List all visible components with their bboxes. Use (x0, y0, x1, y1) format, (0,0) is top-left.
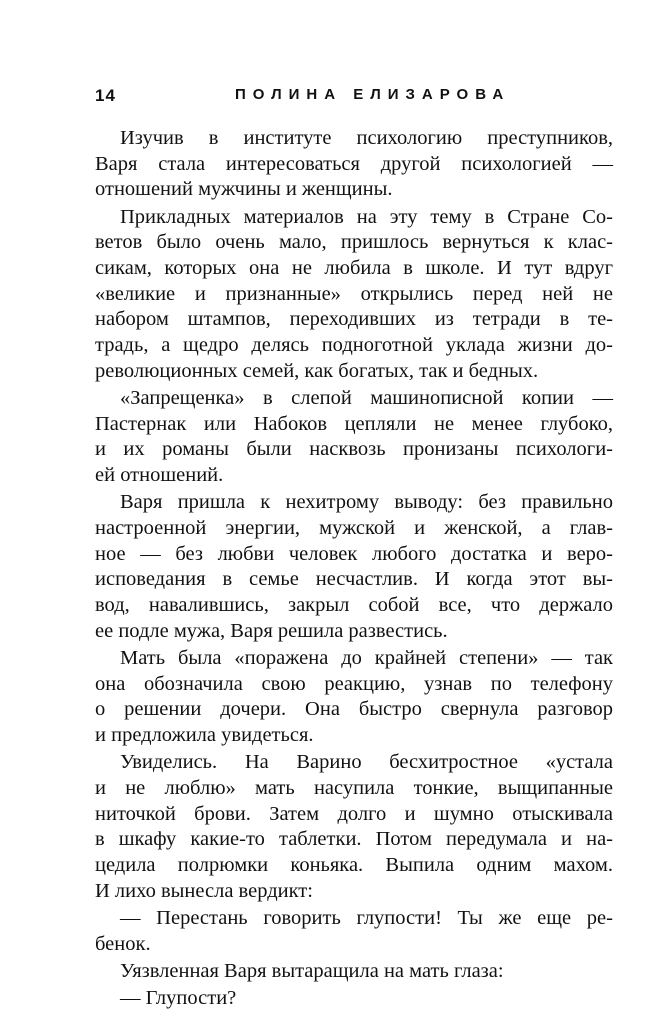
text-line: отношений мужчины и женщины. (95, 178, 393, 201)
text-line: Варя стала интересоваться другой психологией — (95, 152, 613, 175)
text-line: и их романы были насквозь пронизаны психологи- (95, 438, 613, 461)
text-line: сикам, которых она не любила в школе. И тут вдруг (95, 257, 613, 280)
text-line: Изучив в институте психологию преступников, (120, 127, 613, 149)
paragraph (95, 959, 613, 985)
text-line: «Запрещенка» в слепой машинописной копии — (120, 387, 613, 410)
text-line: ниточкой брови. Затем долго и шумно отыскивала (95, 802, 613, 825)
body-text (95, 126, 613, 1013)
text-line: Пастернак или Набоков цепляли не менее глубоко, (95, 412, 613, 435)
page-number: 14 (95, 86, 116, 105)
text-line: ее подле мужа, Варя решила развестись. (95, 619, 448, 642)
text-line: исповедания в семье несчастлив. И когда этот вы- (95, 568, 613, 591)
text-line: «великие и признанные» открылись перед ней не (95, 282, 613, 305)
paragraph (95, 906, 613, 957)
text-line: набором штампов, переходивших из тетради в те- (95, 308, 613, 331)
text-line: настроенной энергии, мужской и женской, а глав- (95, 517, 613, 540)
text-line: в шкафу какие-то таблетки. Потом передумала и на- (95, 828, 613, 851)
text-line: цедила полрюмки коньяка. Выпила одним махом. (95, 854, 613, 877)
text-line: традь, а щедро делясь подноготной уклада жизни до- (95, 334, 613, 357)
text-line: — Перестань говорить глупости! Ты же еще ре- (120, 907, 613, 930)
running-head-author: ПОЛИНА ЕЛИЗАРОВА (235, 86, 511, 103)
paragraph (95, 386, 613, 489)
text-line: она обозначила свою реакцию, узнав по телефону (95, 672, 613, 695)
text-line: бенок. (95, 932, 151, 955)
text-line: ей отношений. (95, 464, 224, 487)
text-line: Мать была «поражена до крайней степени» — так (120, 647, 613, 670)
text-line: ветов было очень мало, пришлось вернуться к клас- (95, 231, 613, 254)
text-line: И лихо вынесла вердикт: (95, 879, 313, 902)
paragraph (95, 205, 613, 385)
text-line: революционных семей, как богатых, так и бедных. (95, 359, 539, 382)
paragraph (95, 490, 613, 644)
text-line: Варя пришла к нехитрому выводу: без правильно (120, 491, 613, 514)
text-line: Увиделись. На Варино бесхитростное «устала (120, 751, 613, 774)
paragraph (95, 126, 613, 203)
paragraph (95, 750, 613, 904)
text-line: — Глупости? (120, 987, 237, 1010)
text-line: вод, навалившись, закрыл собой все, что держало (95, 594, 613, 617)
text-line: о решении дочери. Она быстро свернула разговор (95, 698, 613, 721)
running-head (95, 86, 585, 112)
text-line: и не люблю» мать насупила тонкие, выщипанные (95, 777, 613, 800)
text-line: ное — без любви человек любого достатка и веро- (95, 542, 613, 565)
text-line: Прикладных материалов на эту тему в Стране Со- (120, 205, 613, 228)
paragraph (95, 986, 613, 1012)
paragraph (95, 646, 613, 749)
text-line: Уязвленная Варя вытаращила на мать глаза: (120, 960, 504, 982)
text-line: и предложила увидеться. (95, 724, 314, 747)
